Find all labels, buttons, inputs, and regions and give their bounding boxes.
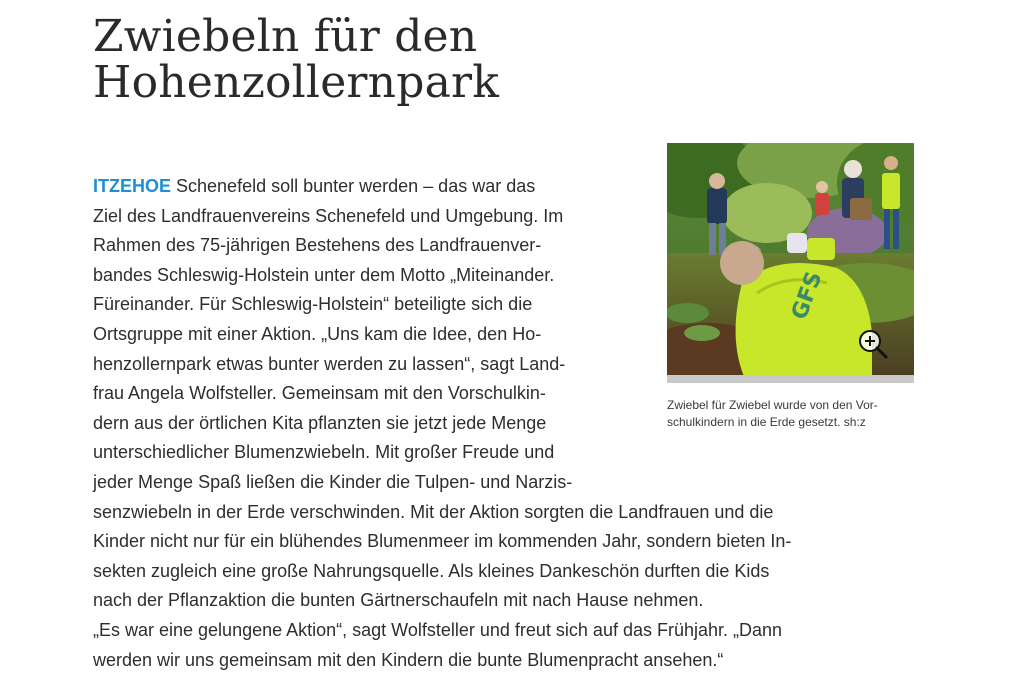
body-line: unterschiedlicher Blumenzwiebeln. Mit großer Freude und (93, 442, 555, 463)
caption-line-2: schulkindern in die Erde gesetzt. sh:z (667, 415, 866, 429)
body-line: Kinder nicht nur für ein blühendes Blumenmeer im kommenden Jahr, sondern bieten In- (93, 531, 792, 552)
body-line: bandes Schleswig-Holstein unter dem Motto „Miteinander. (93, 264, 555, 285)
body-line: henzollernpark etwas bunter werden zu lassen“, sagt Land- (93, 353, 566, 374)
vest-logo-text: GFS (787, 268, 828, 324)
body-line: Ortsgruppe mit einer Aktion. „Uns kam die Idee, den Ho- (93, 323, 542, 344)
body-line: Rahmen des 75-jährigen Bestehens des Landfrauenver- (93, 235, 542, 256)
body-line: frau Angela Wolfsteller. Gemeinsam mit den Vorschulkin- (93, 383, 546, 404)
body-line: Ziel des Landfrauenvereins Schenefeld und Umgebung. Im (93, 205, 564, 226)
body-line: Füreinander. Für Schleswig-Holstein“ beteiligte sich die (93, 294, 533, 315)
body-line: sekten zugleich eine große Nahrungsquelle. Als kleines Dankeschön durften die Kids (93, 560, 770, 581)
body-line: nach der Pflanzaktion die bunten Gärtnerschaufeln mit nach Hause nehmen. (93, 590, 704, 611)
body-line-1 (93, 172, 923, 202)
body-line: senzwiebeln in der Erde verschwinden. Mit der Aktion sorgten die Landfrauen und die (93, 501, 774, 522)
caption-line-1: Zwiebel für Zwiebel wurde von den Vor- (667, 398, 878, 412)
dateline: ITZEHOE (93, 176, 172, 196)
headline-line-2: Hohenzollernpark (93, 57, 500, 108)
body-line: dern aus der örtlichen Kita pflanzten sie jetzt jede Menge (93, 412, 547, 433)
body-line: werden wir uns gemeinsam mit den Kindern die bunte Blumenpracht ansehen.“ (93, 649, 724, 670)
article-headline (93, 11, 653, 108)
article-body (93, 172, 923, 675)
body-line: „Es war eine gelungene Aktion“, sagt Wolfsteller und freut sich auf das Frühjahr. „Dann (93, 619, 783, 640)
body-line-1-text: Schenefeld soll bunter werden – das war das (171, 176, 536, 196)
headline-line-1: Zwiebeln für den (93, 11, 478, 62)
body-line: jeder Menge Spaß ließen die Kinder die Tulpen- und Narzis- (93, 471, 573, 492)
